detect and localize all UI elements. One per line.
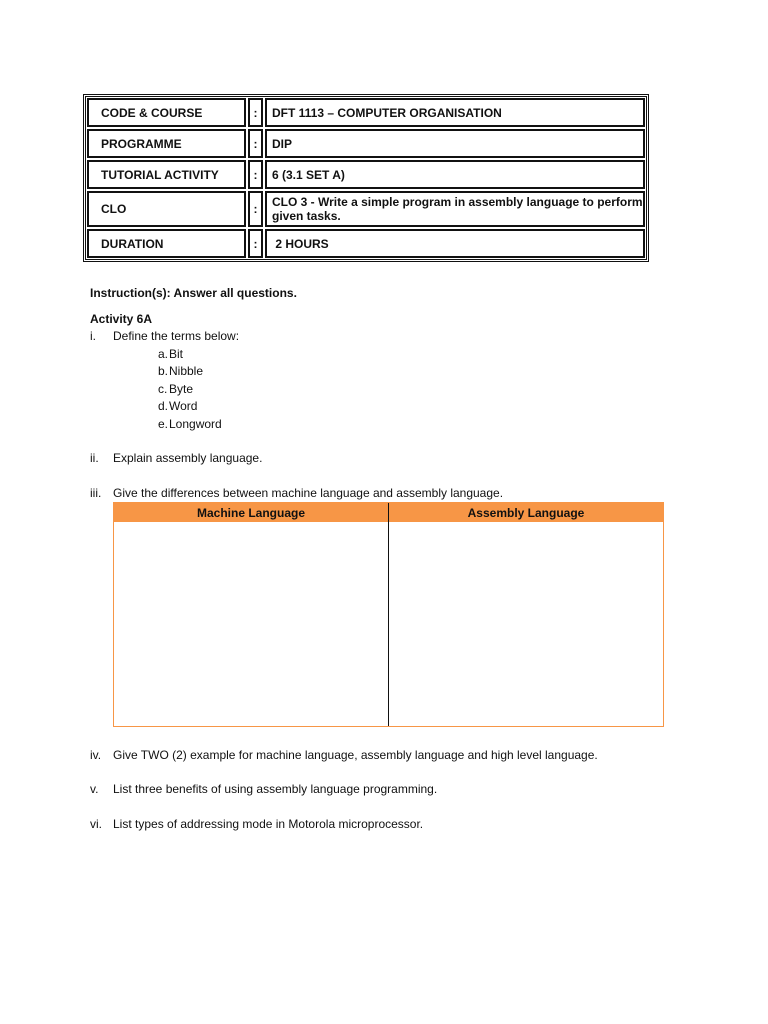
- course-info-table: [83, 94, 649, 262]
- info-row-tutorial-activity: [87, 160, 645, 189]
- info-value: 2 HOURS: [265, 229, 645, 258]
- instructions: Instruction(s): Answer all questions.: [90, 286, 297, 300]
- term-item: [158, 399, 197, 413]
- question-number: iv.: [90, 748, 102, 762]
- term-letter: d.: [158, 399, 169, 413]
- term-item: [158, 382, 193, 396]
- term-text: Word: [169, 399, 198, 413]
- column-header-assembly-language: Assembly Language: [467, 505, 585, 520]
- question-number: vi.: [90, 817, 102, 831]
- question-number: iii.: [90, 486, 102, 500]
- info-separator: :: [248, 129, 263, 158]
- info-row-code-course: [87, 98, 645, 127]
- term-letter: c.: [158, 382, 168, 396]
- question-number: ii.: [90, 451, 99, 465]
- info-separator: :: [248, 98, 263, 127]
- info-value: 6 (3.1 SET A): [265, 160, 645, 189]
- info-value: DIP: [265, 129, 645, 158]
- term-item: [158, 364, 203, 378]
- term-text: Nibble: [169, 364, 204, 378]
- term-item: [158, 417, 222, 431]
- term-letter: b.: [158, 364, 169, 378]
- info-row-clo: [87, 191, 645, 227]
- activity-title: Activity 6A: [90, 312, 153, 326]
- machine-language-answer-cell: [114, 522, 389, 726]
- info-key: CODE & COURSE: [87, 98, 246, 127]
- term-item: [158, 347, 183, 361]
- info-separator: :: [248, 229, 263, 258]
- question-text: List three benefits of using assembly language programming.: [113, 782, 438, 796]
- question-text: Define the terms below:: [113, 329, 240, 343]
- info-value: DFT 1113 – COMPUTER ORGANISATION: [265, 98, 645, 127]
- info-key: CLO: [87, 191, 246, 227]
- info-separator: :: [248, 160, 263, 189]
- info-key: TUTORIAL ACTIVITY: [87, 160, 246, 189]
- comparison-table-body: [114, 522, 663, 726]
- question-text: List types of addressing mode in Motorola microprocessor.: [113, 817, 424, 831]
- question-number: i.: [90, 329, 96, 343]
- term-text: Byte: [169, 382, 194, 396]
- term-letter: a.: [158, 347, 169, 361]
- info-separator: :: [248, 191, 263, 227]
- term-text: Bit: [169, 347, 184, 361]
- term-letter: e.: [158, 417, 169, 431]
- info-row-duration: [87, 229, 645, 258]
- comparison-table-header: [114, 503, 663, 522]
- info-key: DURATION: [87, 229, 246, 258]
- question-text: Give TWO (2) example for machine language, assembly language and high level language.: [113, 748, 598, 762]
- assembly-language-answer-cell: [389, 522, 663, 726]
- info-key: PROGRAMME: [87, 129, 246, 158]
- question-number: v.: [90, 782, 99, 796]
- info-value: CLO 3 - Write a simple program in assembly language to perform given tasks.: [265, 191, 645, 227]
- column-header-machine-language: Machine Language: [114, 503, 389, 522]
- comparison-table: [113, 502, 664, 727]
- question-text: Explain assembly language.: [113, 451, 263, 465]
- term-text: Longword: [169, 417, 222, 431]
- question-text: Give the differences between machine language and assembly language.: [113, 486, 504, 500]
- info-row-programme: [87, 129, 645, 158]
